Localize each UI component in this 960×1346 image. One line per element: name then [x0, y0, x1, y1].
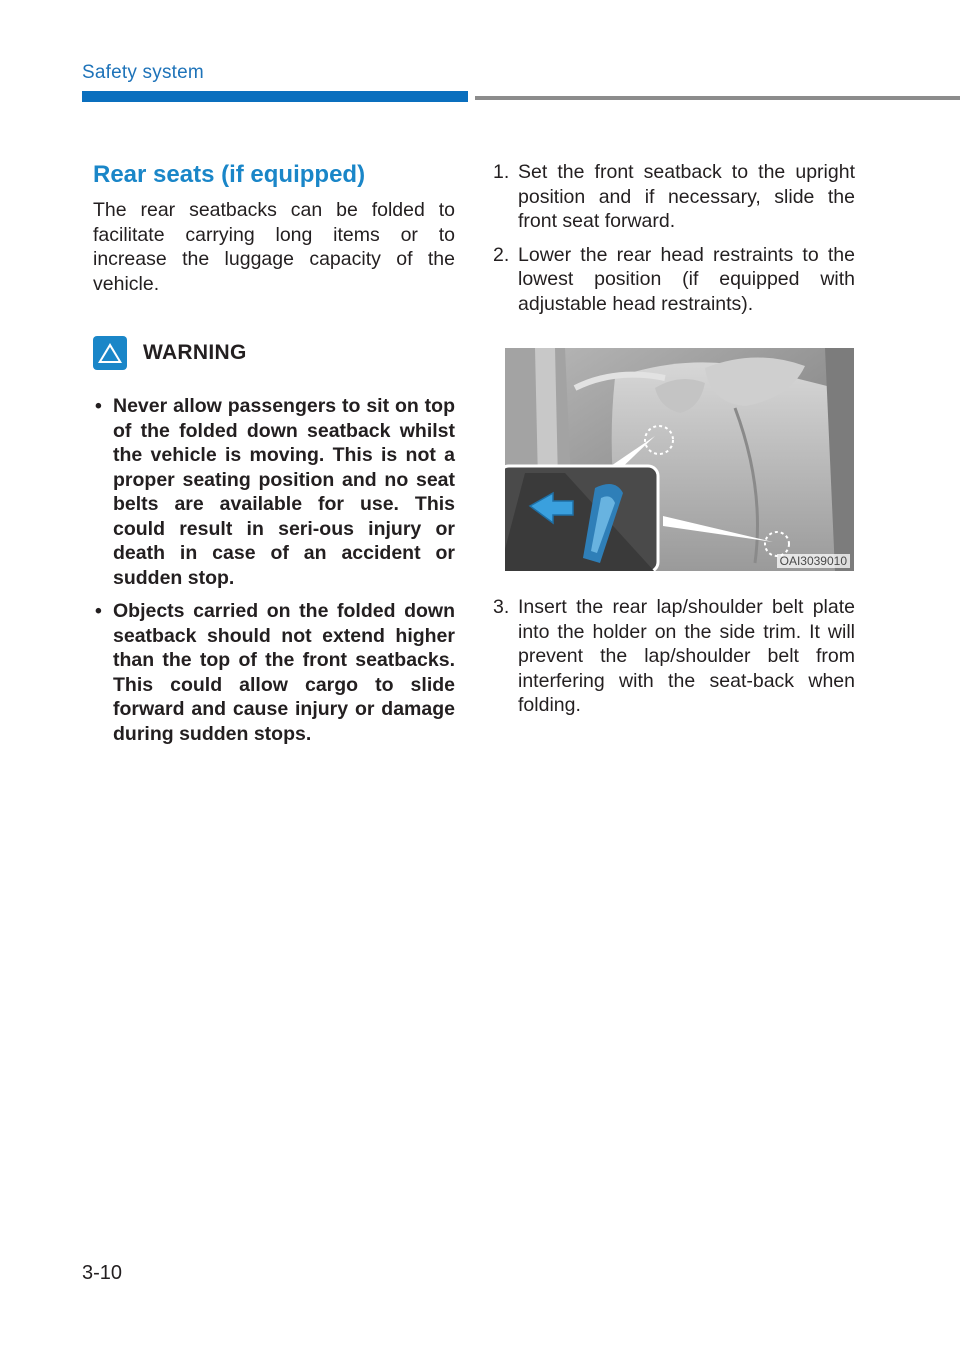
steps-list-bottom — [493, 595, 855, 718]
step-number: 1. — [493, 161, 510, 183]
right-column — [493, 160, 855, 727]
rear-seat-illustration — [505, 348, 854, 571]
left-column — [93, 160, 455, 755]
warning-list — [93, 394, 455, 746]
header-rule-gray — [475, 96, 960, 100]
step-text: Set the front seatback to the upright position and if necessary, slide the front seat forward. — [518, 161, 855, 232]
warning-item-text: Objects carried on the folded down seatback should not extend higher than the top of the front seatbacks. This could allow cargo to slide forward and cause injury or damage during sudden stops. — [113, 600, 455, 745]
section-title: Rear seats (if equipped) — [93, 161, 366, 188]
running-header: Safety system — [82, 62, 204, 83]
warning-header — [93, 336, 455, 370]
step-item — [493, 595, 855, 718]
step-text: Lower the rear head restraints to the lowest position (if equipped with adjustable head restraints). — [518, 243, 855, 315]
step-item — [493, 243, 855, 317]
warning-item — [93, 599, 455, 746]
warning-item — [93, 394, 455, 590]
intro-paragraph: The rear seatbacks can be folded to facilitate carrying long items or to increase the luggage capacity of the vehicle. — [93, 199, 455, 295]
rear-seat-drawing — [505, 348, 854, 571]
step-number: 3. — [493, 596, 510, 618]
steps-list-top — [493, 160, 855, 316]
warning-icon — [93, 336, 127, 370]
page-number: 3-10 — [82, 1262, 123, 1284]
figure-code: OAI3039010 — [777, 554, 850, 568]
step-item — [493, 160, 855, 234]
warning-label: WARNING — [143, 341, 247, 364]
step-text: Insert the rear lap/shoulder belt plate into the holder on the side trim. It will prevent the lap/shoulder belt from interfering with the seat-back when folding. — [518, 596, 855, 716]
warning-item-text: Never allow passengers to sit on top of the folded down seatback whilst the vehicle is moving. This is not a proper seating position and no seat belts are available for use. This could result in seri-ous injury or death in case of an accident or sudden stop. — [113, 395, 455, 589]
header-rule-blue — [82, 91, 468, 102]
step-number: 2. — [493, 243, 510, 266]
bullet-icon: • — [95, 600, 102, 622]
bullet-icon: • — [95, 395, 102, 417]
